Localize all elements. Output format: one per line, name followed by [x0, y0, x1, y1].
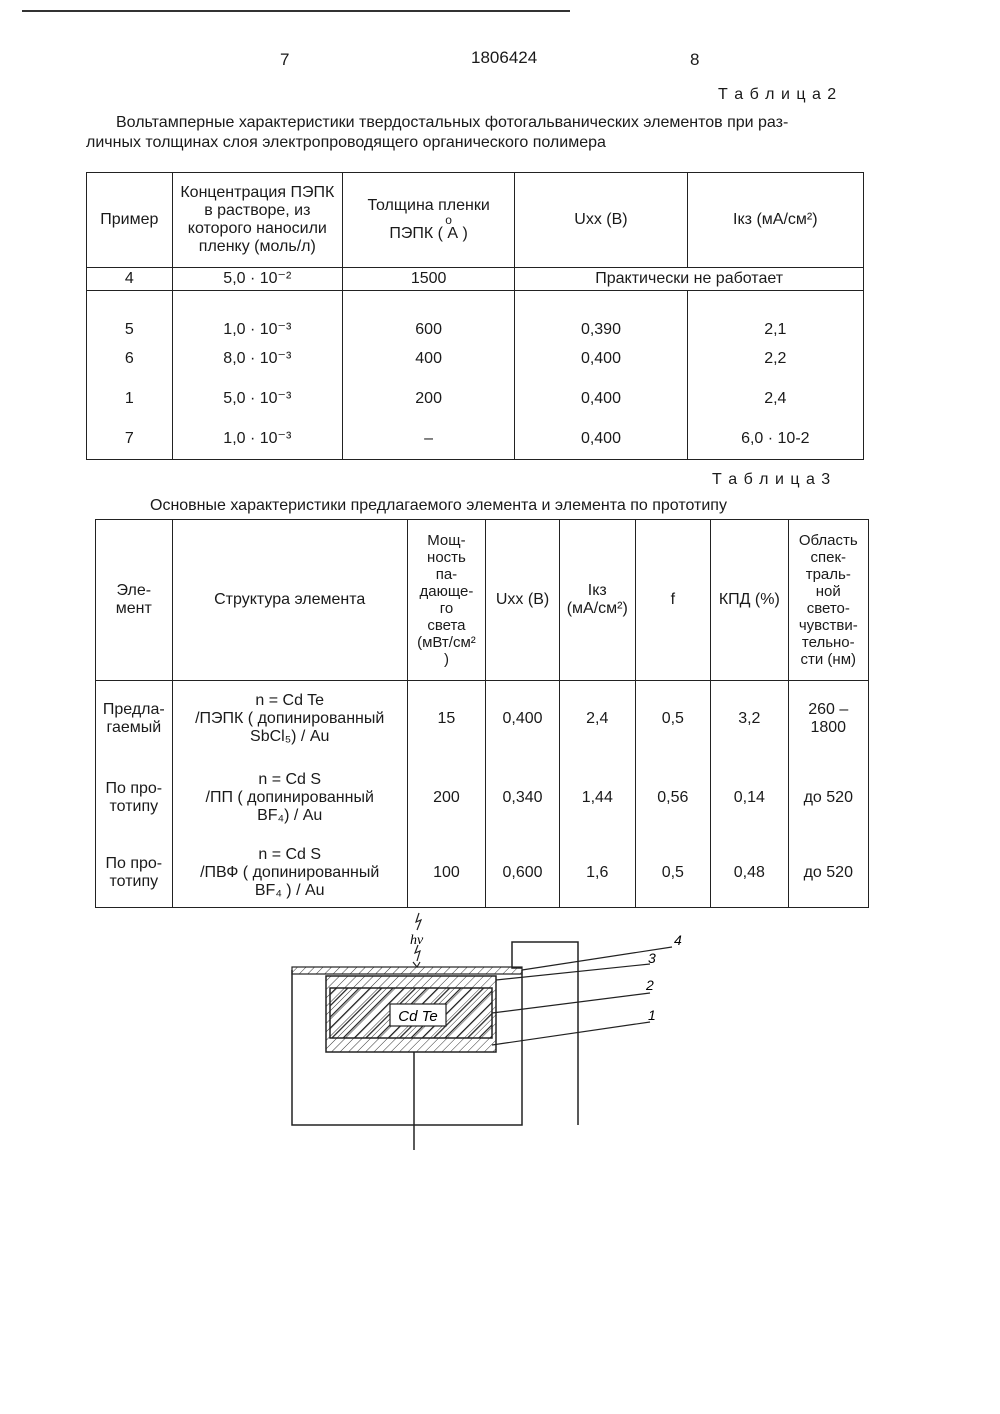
t2-row-conc: 8,0 · 10⁻³ — [172, 339, 342, 379]
t3-header-ikz: Iкз (мА/см²) — [560, 520, 636, 681]
t3-row-kpd: 0,48 — [711, 839, 788, 908]
t2-row-thick: 400 — [342, 339, 514, 379]
callout-3: 3 — [648, 950, 656, 966]
t2-header-thickness-main: Толщина пленки — [367, 197, 490, 214]
light-label: hν — [410, 933, 424, 948]
t2-header-thickness-o: о — [445, 213, 452, 227]
t3-row-spectral: до 520 — [788, 757, 868, 839]
t3-row-kpd: 0,14 — [711, 757, 788, 839]
callout-1: 1 — [648, 1007, 656, 1023]
t2-row-ikz: 2,4 — [687, 379, 863, 419]
t3-row-f: 0,56 — [635, 757, 711, 839]
t3-row-element: По про- тотипу — [96, 757, 173, 839]
t3-row-f: 0,5 — [635, 681, 711, 758]
t3-header-spectral: Область спек- траль- ной свето- чувстви- тельно- сти (нм) — [788, 520, 868, 681]
t2-row-thick: – — [342, 419, 514, 460]
t2-row-uxx: 0,400 — [515, 419, 687, 460]
t2-header-concentration: Концентрация ПЭПК в растворе, из которого наносили пленку (моль/л) — [172, 173, 342, 268]
t3-row-f: 0,5 — [635, 839, 711, 908]
t3-row-uxx: 0,600 — [486, 839, 560, 908]
t3-row-kpd: 3,2 — [711, 681, 788, 758]
t2-row-example: 7 — [87, 419, 173, 460]
t2-row-thick: 200 — [342, 379, 514, 419]
t2-header-uxx: Uxx (В) — [515, 173, 687, 268]
t2-row-conc: 1,0 · 10⁻³ — [172, 291, 342, 340]
t3-header-uxx: Uxx (В) — [486, 520, 560, 681]
t3-row-structure: n = Cd S /ПВФ ( допинированный BF₄ ) / Au — [172, 839, 407, 908]
table3-caption: Т а б л и ц а 3 — [712, 471, 832, 488]
t2-row-conc: 5,0 · 10⁻³ — [172, 379, 342, 419]
t2-row4-note: Практически не работает — [515, 268, 864, 291]
t3-row-ikz: 1,6 — [560, 839, 636, 908]
table3-title: Основные характеристики предлагаемого элемента и элемента по прототипу — [150, 497, 727, 514]
t2-header-thickness-unit: ПЭПК ( А ) — [389, 225, 468, 242]
t2-header-example: Пример — [87, 173, 173, 268]
t2-row4-conc: 5,0 · 10⁻² — [172, 268, 342, 291]
cdte-label: Cd Te — [398, 1008, 438, 1025]
t3-row-power: 15 — [407, 681, 485, 758]
table2-caption: Т а б л и ц а 2 — [718, 86, 838, 103]
t2-header-ikz: Iкз (мА/см²) — [687, 173, 863, 268]
t3-header-f: f — [635, 520, 711, 681]
t2-row-ikz: 2,1 — [687, 291, 863, 340]
patent-number: 1806424 — [471, 48, 538, 67]
t3-header-element: Эле- мент — [96, 520, 173, 681]
t3-row-uxx: 0,340 — [486, 757, 560, 839]
t3-row-power: 200 — [407, 757, 485, 839]
t2-row4-thick: 1500 — [342, 268, 514, 291]
t3-row-ikz: 2,4 — [560, 681, 636, 758]
t3-row-ikz: 1,44 — [560, 757, 636, 839]
t2-row-example: 1 — [87, 379, 173, 419]
t3-header-structure: Структура элемента — [172, 520, 407, 681]
t3-row-power: 100 — [407, 839, 485, 908]
table2-title-line2: личных толщинах слоя электропроводящего органического полимера — [86, 134, 606, 151]
t2-row-uxx: 0,400 — [515, 339, 687, 379]
page-number-right: 8 — [690, 50, 700, 69]
page-number-left: 7 — [280, 50, 290, 69]
t3-row-spectral: до 520 — [788, 839, 868, 908]
table2-title-line1: Вольтамперные характеристики твердостальных фотогальванических элементов при раз- — [116, 114, 789, 131]
t2-row-uxx: 0,390 — [515, 291, 687, 340]
t2-row-ikz: 2,2 — [687, 339, 863, 379]
t2-row-conc: 1,0 · 10⁻³ — [172, 419, 342, 460]
callout-4: 4 — [674, 932, 682, 948]
t3-row-structure: n = Cd S /ПП ( допинированный BF₄) / Au — [172, 757, 407, 839]
callout-lines — [492, 947, 672, 1045]
t3-row-uxx: 0,400 — [486, 681, 560, 758]
t3-header-kpd: КПД (%) — [711, 520, 788, 681]
callout-2: 2 — [646, 977, 654, 993]
layer-4-top-film — [292, 967, 522, 974]
t3-row-element: Предла- гаемый — [96, 681, 173, 758]
t2-row-example: 6 — [87, 339, 173, 379]
t3-row-structure: n = Cd Te /ПЭПК ( допинированный SbCl₅) / Au — [172, 681, 407, 758]
t2-row-example: 5 — [87, 291, 173, 340]
t3-row-element: По про- тотипу — [96, 839, 173, 908]
t2-row-thick: 600 — [342, 291, 514, 340]
t3-header-power: Мощ- ность па- дающе- го света (мВт/см² ) — [407, 520, 485, 681]
t2-row-ikz: 6,0 · 10-2 — [687, 419, 863, 460]
t2-row-uxx: 0,400 — [515, 379, 687, 419]
t2-row4-example: 4 — [87, 268, 173, 291]
t3-row-spectral: 260 – 1800 — [788, 681, 868, 758]
